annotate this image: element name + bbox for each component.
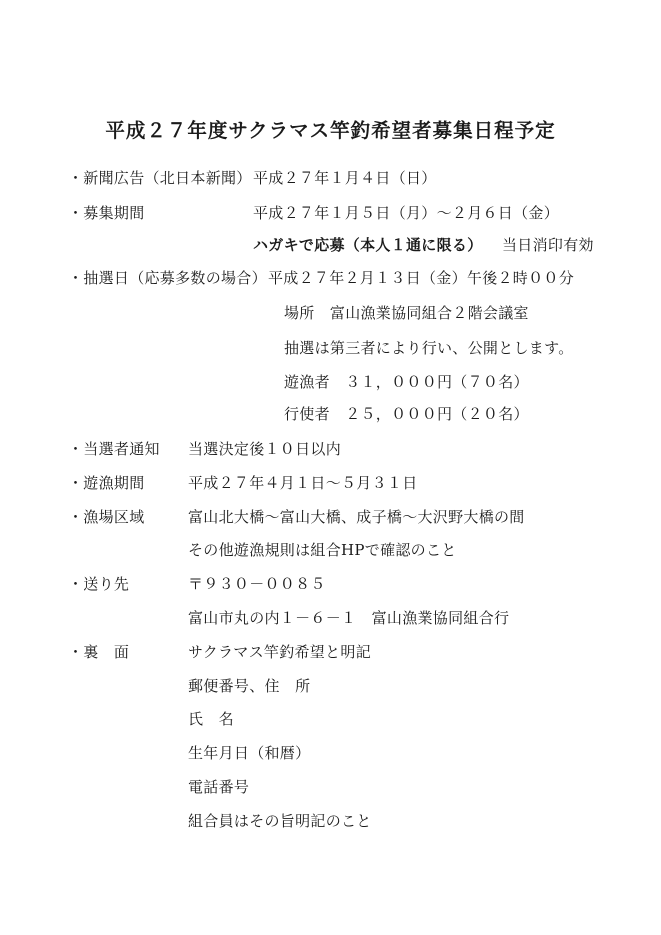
chusen-place: 場所 富山漁業協同組合２階会議室: [284, 304, 529, 322]
uramen-line: 電話番号: [188, 778, 250, 796]
koukoku-label: ・新聞広告（北日本新聞）: [68, 169, 252, 187]
uramen-line: 生年月日（和暦）: [188, 744, 311, 762]
kikan-note: 当日消印有効: [502, 236, 594, 254]
yugyo-kikan-label: ・遊漁期間: [68, 474, 145, 492]
kikan-label: ・募集期間: [68, 204, 145, 222]
kuiki-value: 富山北大橋～富山大橋、成子橋～大沢野大橋の間: [188, 508, 525, 526]
koukoku-value: 平成２７年１月４日（日）: [253, 169, 437, 187]
okurisaki-address: 富山市丸の内１－６－１ 富山漁業協同組合行: [188, 609, 510, 627]
tsuchi-value: 当選決定後１０日以内: [188, 440, 342, 458]
uramen-line: 氏 名: [188, 710, 234, 728]
okurisaki-postal: 〒９３０－００８５: [188, 575, 326, 593]
uramen-line: サクラマス竿釣希望と明記: [188, 643, 372, 661]
chusen-method: 抽選は第三者により行い、公開とします。: [284, 339, 574, 357]
chusen-value: 平成２７年２月１３日（金）午後２時００分: [268, 269, 575, 287]
uramen-label: ・裏 面: [68, 643, 130, 661]
chusen-yugyo-fee: 遊漁者 ３１，０００円（７０名）: [284, 373, 529, 391]
yugyo-kikan-value: 平成２７年４月１日～５月３１日: [188, 474, 418, 492]
kuiki-note: その他遊漁規則は組合HPで確認のこと: [188, 541, 457, 559]
okurisaki-label: ・送り先: [68, 575, 130, 593]
page-title: 平成２７年度サクラマス竿釣希望者募集日程予定: [105, 119, 556, 142]
uramen-line: 組合員はその旨明記のこと: [188, 812, 372, 830]
kikan-note-bold: ハガキで応募（本人１通に限る）: [253, 236, 483, 254]
kikan-value: 平成２７年１月５日（月）～２月６日（金）: [253, 204, 560, 222]
kuiki-label: ・漁場区域: [68, 508, 145, 526]
tsuchi-label: ・当選者通知: [68, 440, 160, 458]
chusen-label: ・抽選日（応募多数の場合）: [68, 269, 267, 287]
uramen-line: 郵便番号、住 所: [188, 677, 311, 695]
chusen-koshi-fee: 行使者 ２５，０００円（２０名）: [284, 405, 529, 423]
